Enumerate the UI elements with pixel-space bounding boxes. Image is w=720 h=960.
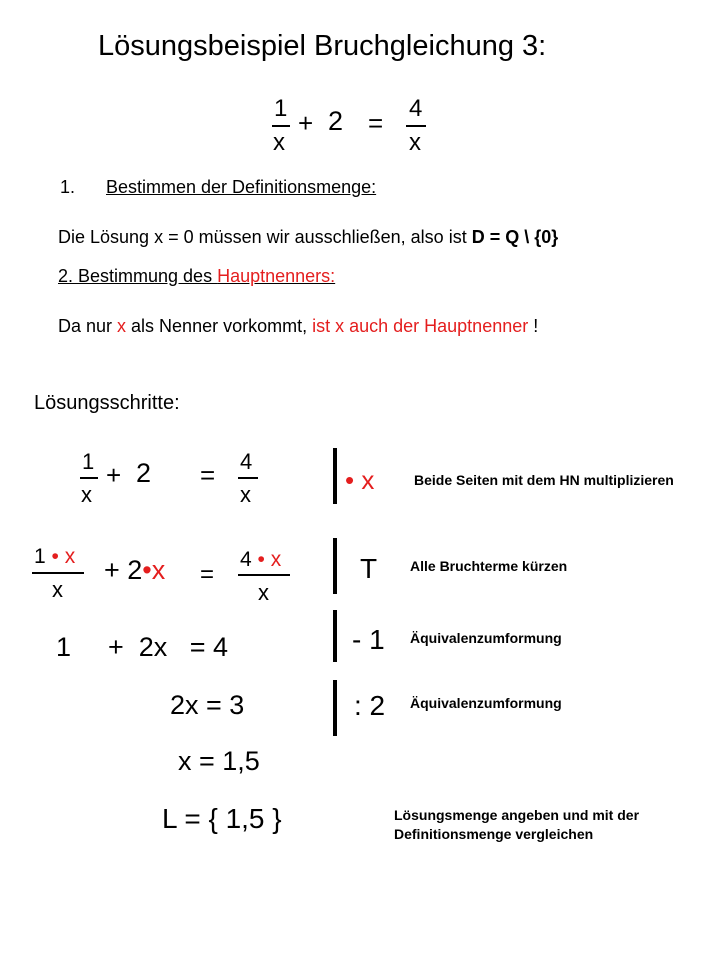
solution-heading: Lösungsschritte: [34, 392, 180, 414]
fraction-numerator: 4 [409, 95, 423, 122]
step2-text: Da nur x als Nenner vorkommt, ist x auch der Hauptnenner ! [58, 316, 539, 336]
step1-heading: Bestimmen der Definitionsmenge: [106, 177, 377, 197]
fraction-denominator: x [240, 482, 251, 507]
equals-sign: = [368, 108, 384, 138]
fraction-denominator: x [273, 129, 285, 156]
fraction-line [272, 125, 290, 127]
operation: • x [345, 465, 375, 495]
operation-bar [333, 680, 337, 736]
fraction-denominator: x [409, 129, 421, 156]
equation-rest: + 2x = 4 [108, 632, 229, 662]
operation-bar [333, 538, 337, 594]
step-note: Alle Bruchterme kürzen [410, 558, 568, 574]
fraction-numerator: 1 [274, 95, 288, 122]
fraction-denominator: x [258, 580, 269, 605]
fraction-numerator: 4 [240, 449, 253, 474]
fraction-line [406, 125, 426, 127]
term-two: 2 [328, 106, 344, 136]
fraction-numerator: 1 • x [34, 545, 76, 568]
step-note: Äquivalenzumformung [410, 630, 562, 646]
step-note-line2: Definitionsmenge vergleichen [394, 826, 594, 842]
plus-sign: + [298, 108, 314, 138]
step-note: Äquivalenzumformung [410, 695, 562, 711]
operation: T [360, 553, 378, 584]
term-one: 1 [56, 632, 72, 662]
solution-value: x = 1,5 [178, 746, 260, 776]
step-note-line1: Lösungsmenge angeben und mit der [394, 807, 640, 823]
fraction-numerator: 4 • x [240, 548, 282, 571]
equals-sign: = [200, 460, 216, 490]
plus-sign: + [106, 460, 122, 490]
operation-bar [333, 448, 337, 504]
step2-heading: 2. Bestimmung des Hauptnenners: [58, 266, 336, 286]
fraction-numerator: 1 [82, 449, 95, 474]
fraction-line [80, 477, 98, 479]
term-two: + 2•x [104, 555, 166, 585]
step1-number: 1. [60, 177, 76, 197]
step-note: Beide Seiten mit dem HN multiplizieren [414, 472, 674, 488]
fraction-denominator: x [52, 577, 63, 602]
solution-set: L = { 1,5 } [162, 803, 282, 834]
term-two: 2 [136, 458, 152, 488]
operation-bar [333, 610, 337, 662]
equals-sign: = [200, 561, 215, 588]
fraction-denominator: x [81, 482, 92, 507]
operation: : 2 [354, 690, 386, 721]
fraction-line [32, 572, 84, 574]
domain-set: D = Q \ {0} [471, 227, 559, 247]
operation: - 1 [352, 624, 385, 655]
equation: 2x = 3 [170, 690, 245, 720]
page-title: Lösungsbeispiel Bruchgleichung 3: [98, 30, 547, 62]
step1-text: Die Lösung x = 0 müssen wir ausschließen, also ist D = Q \ {0} [58, 227, 559, 247]
fraction-line [238, 574, 290, 576]
fraction-line [238, 477, 258, 479]
